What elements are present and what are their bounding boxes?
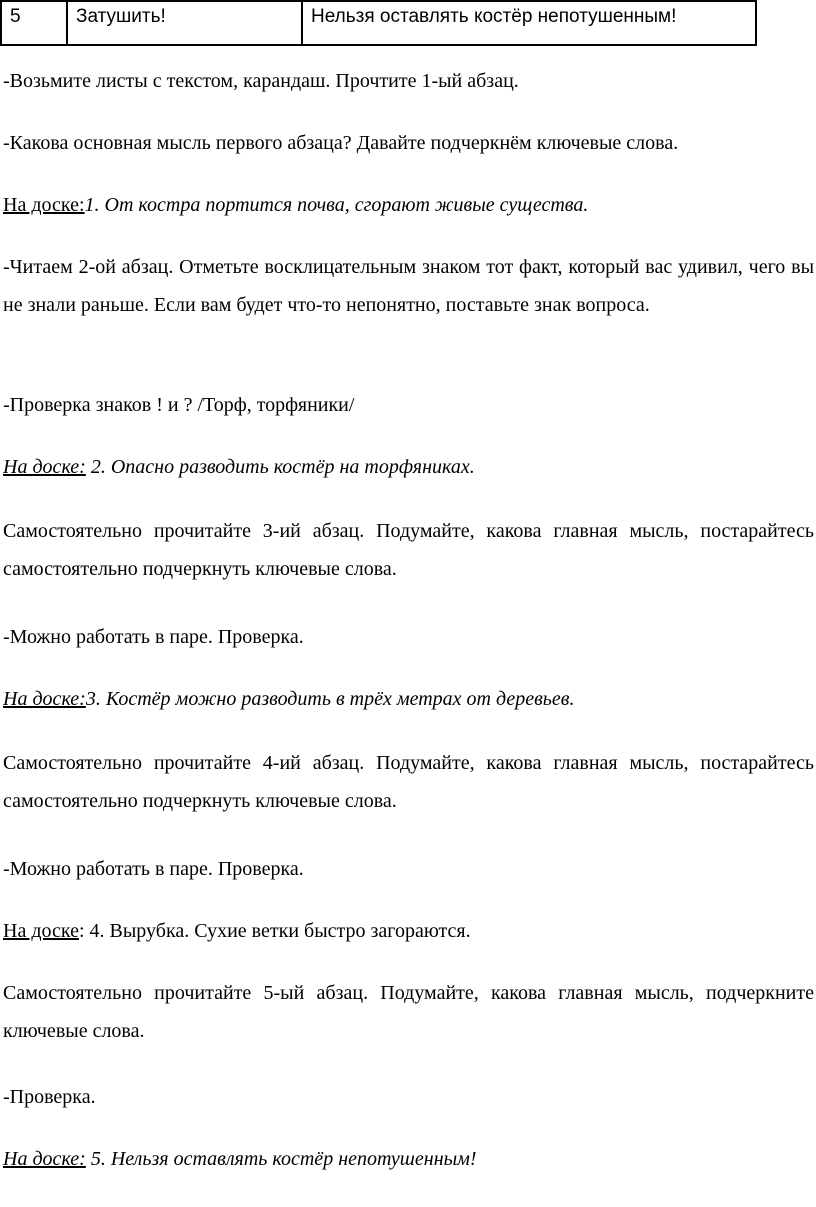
paragraph-3: -Читаем 2-ой абзац. Отметьте восклицательным знаком тот факт, который вас удивил, чего вы не знали раньше. Если вам будет что-то непонятно, поставьте знак вопроса. xyxy=(3,256,814,316)
row-rule: Нельзя оставлять костёр непотушенным! xyxy=(302,1,756,45)
board-note-4 xyxy=(3,912,814,950)
board-note-3 xyxy=(3,680,814,718)
paragraph-8: -Можно работать в паре. Проверка. xyxy=(3,858,304,880)
row-title: Затушить! xyxy=(67,1,302,45)
board-text: : 4. Вырубка. Сухие ветки быстро загораются. xyxy=(78,920,471,942)
paragraph-5: Самостоятельно прочитайте 3-ий абзац. Подумайте, какова главная мысль, постарайтесь самостоятельно подчеркнуть ключевые слова. xyxy=(3,520,814,580)
board-text: 2. Опасно разводить костёр на торфяниках. xyxy=(85,456,475,478)
board-label: На доске: xyxy=(3,688,86,710)
paragraph-10: -Проверка. xyxy=(3,1086,96,1108)
board-label: На доске: xyxy=(3,194,85,216)
board-note-5 xyxy=(3,1140,814,1178)
board-note-2 xyxy=(3,448,814,486)
board-label: На доске: xyxy=(3,1148,86,1170)
board-text: 3. Костёр можно разводить в трёх метрах от деревьев. xyxy=(85,688,575,710)
rules-table xyxy=(0,0,757,46)
board-label: На доске: xyxy=(3,456,86,478)
board-label: На доске xyxy=(3,920,79,942)
paragraph-4: -Проверка знаков ! и ? /Торф, торфяники/ xyxy=(3,394,355,416)
board-note-1 xyxy=(3,186,814,224)
board-text: 1. От костра портится почва, сгорают живые существа. xyxy=(84,194,589,216)
row-number: 5 xyxy=(1,1,67,45)
paragraph-9: Самостоятельно прочитайте 5-ый абзац. Подумайте, какова главная мысль, подчеркните ключевые слова. xyxy=(3,982,814,1042)
paragraph-2: -Какова основная мысль первого абзаца? Давайте подчеркнём ключевые слова. xyxy=(3,132,679,154)
paragraph-7: Самостоятельно прочитайте 4-ий абзац. Подумайте, какова главная мысль, постарайтесь самостоятельно подчеркнуть ключевые слова. xyxy=(3,752,814,812)
table-row xyxy=(1,1,756,45)
paragraph-6: -Можно работать в паре. Проверка. xyxy=(3,626,304,648)
board-text: 5. Нельзя оставлять костёр непотушенным! xyxy=(85,1148,477,1170)
paragraph-1: -Возьмите листы с текстом, карандаш. Прочтите 1-ый абзац. xyxy=(3,70,519,92)
